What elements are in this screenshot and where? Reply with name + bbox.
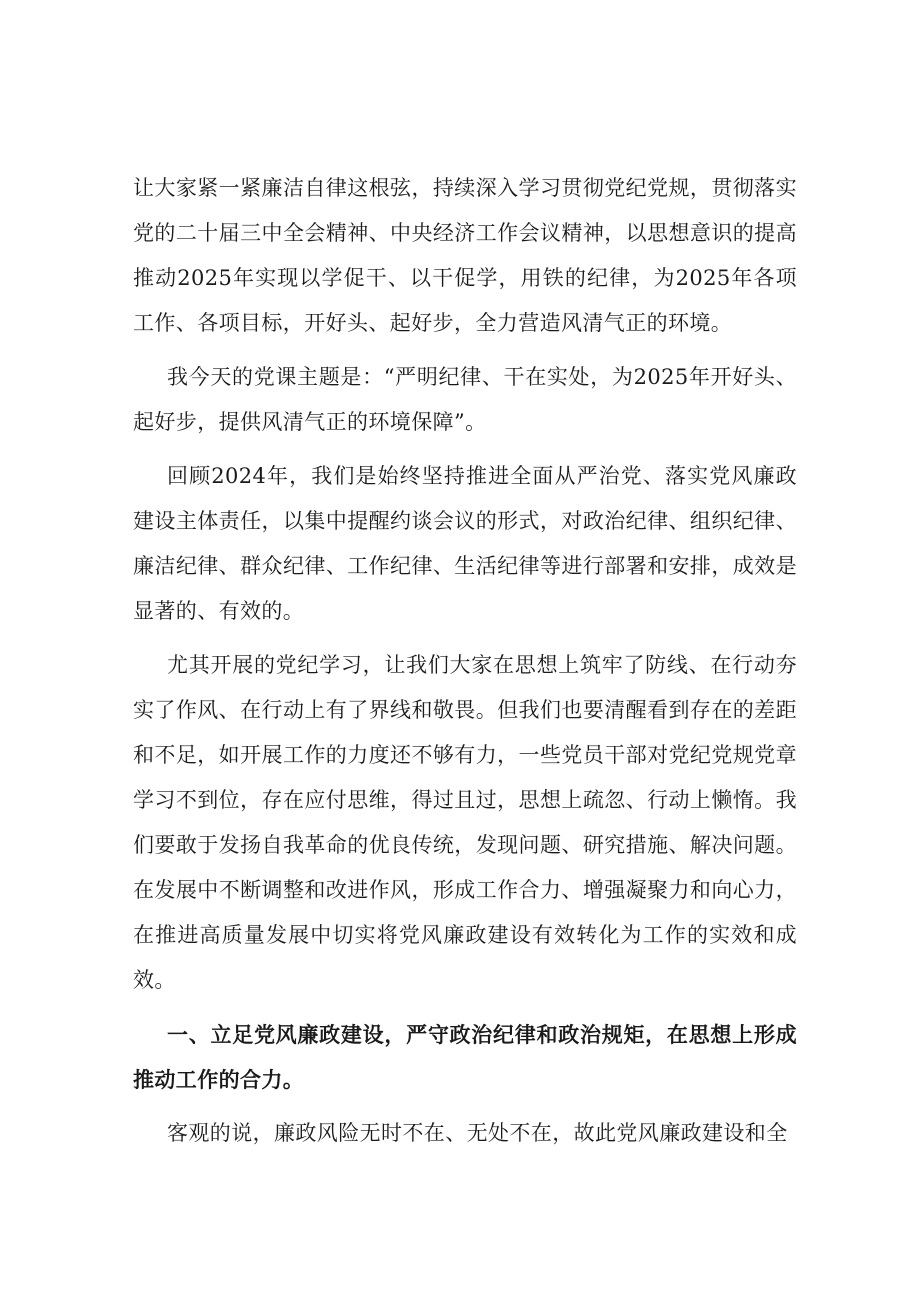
- section-heading-one: 一、立足党风廉政建设，严守政治纪律和政治规矩，在思想上形成推动工作的合力。: [133, 1022, 797, 1092]
- paragraph-objective-statement: 客观的说，廉政风险无时不在、无处不在，故此党风廉政建设和全: [167, 1121, 788, 1145]
- paragraph-review-2024: 回顾2024年，我们是始终坚持推进全面从严治党、落实党风廉政建设主体责任，以集中提醒约谈会议的形式，对政治纪律、组织纪律、廉洁纪律、群众纪律、工作纪律、生活纪律等进行部署和安排，成效是显著的、有效的。: [133, 464, 797, 623]
- document-body: [133, 166, 797, 1165]
- paragraph-continuation: 让大家紧一紧廉洁自律这根弦，持续深入学习贯彻党纪党规，贯彻落实党的二十届三中全会精神、中央经济工作会议精神，以思想意识的提高推动2025年实现以学促干、以干促学，用铁的纪律，为2025年各项工作、各项目标，开好头、起好步，全力营造风清气正的环境。: [133, 176, 797, 335]
- paragraph-discipline-study: 尤其开展的党纪学习，让我们大家在思想上筑牢了防线、在行动夯实了作风、在行动上有了界线和敬畏。但我们也要清醒看到存在的差距和不足，如开展工作的力度还不够有力，一些党员干部对党纪党规党章学习不到位，存在应付思维，得过且过，思想上疏忽、行动上懒惰。我们要敢于发扬自我革命的优良传统，发现问题、研究措施、解决问题。在发展中不断调整和改进作风，形成工作合力、增强凝聚力和向心力，在推进高质量发展中切实将党风廉政建设有效转化为工作的实效和成效。: [133, 653, 797, 992]
- paragraph-lesson-theme: 我今天的党课主题是：“严明纪律、干在实处，为2025年开好头、起好步，提供风清气正的环境保障”。: [133, 365, 797, 434]
